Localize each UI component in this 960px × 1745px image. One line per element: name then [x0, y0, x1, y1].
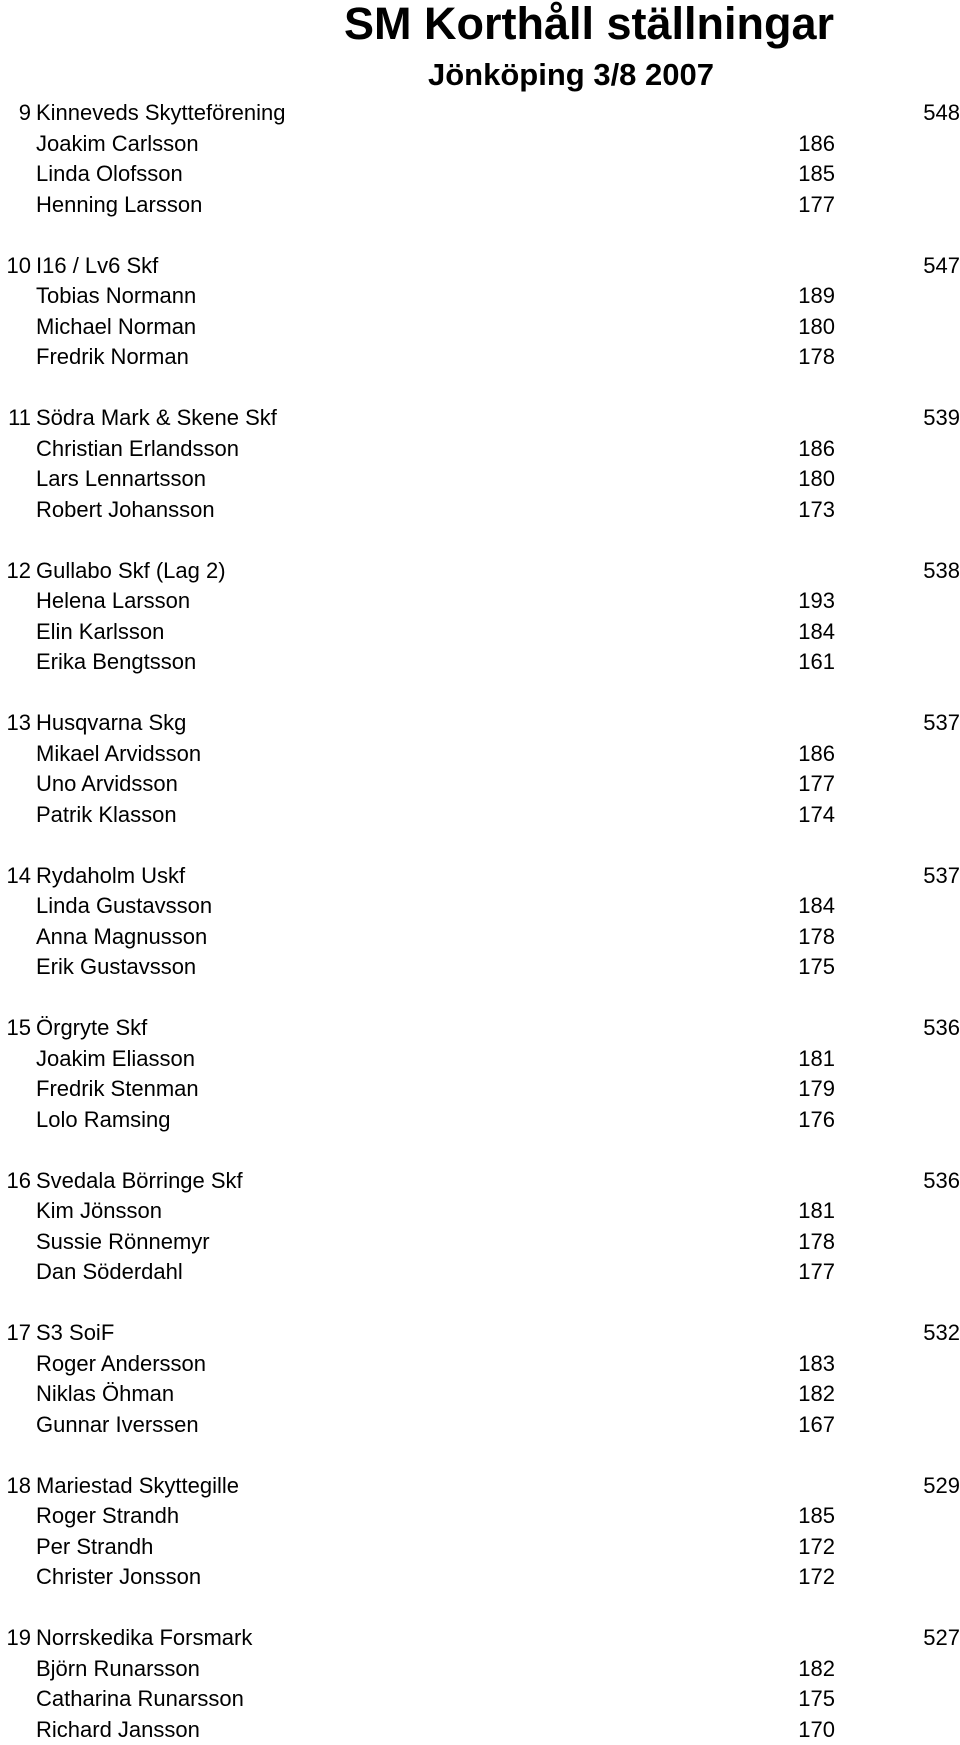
member-row	[0, 1227, 960, 1258]
member-row	[0, 1379, 960, 1410]
member-row	[0, 342, 960, 373]
member-name: Helena Larsson	[36, 586, 190, 617]
member-name: Linda Gustavsson	[36, 891, 212, 922]
member-name: Uno Arvidsson	[36, 769, 178, 800]
member-row	[0, 464, 960, 495]
member-score: 183	[798, 1349, 835, 1380]
page-title: SM Korthåll ställningar	[304, 0, 874, 50]
member-score: 161	[798, 647, 835, 678]
member-score: 177	[798, 1257, 835, 1288]
member-row	[0, 739, 960, 770]
member-score: 181	[798, 1196, 835, 1227]
member-row	[0, 922, 960, 953]
member-name: Lars Lennartsson	[36, 464, 206, 495]
member-name: Elin Karlsson	[36, 617, 164, 648]
team-rank: 15	[7, 1013, 31, 1044]
team-rank: 16	[7, 1166, 31, 1197]
member-row	[0, 586, 960, 617]
member-row	[0, 647, 960, 678]
team-rank: 18	[7, 1471, 31, 1502]
member-score: 174	[798, 800, 835, 831]
team-name: Södra Mark & Skene Skf	[36, 403, 277, 434]
team-row	[0, 1166, 960, 1197]
team-name: Kinneveds Skytteförening	[36, 98, 286, 129]
member-row	[0, 1654, 960, 1685]
member-score: 175	[798, 952, 835, 983]
member-row	[0, 1532, 960, 1563]
member-name: Erik Gustavsson	[36, 952, 196, 983]
member-score: 179	[798, 1074, 835, 1105]
member-score: 177	[798, 190, 835, 221]
member-name: Joakim Carlsson	[36, 129, 199, 160]
team-row	[0, 98, 960, 129]
team-total: 547	[923, 251, 960, 282]
member-score: 184	[798, 617, 835, 648]
team-name: Rydaholm Uskf	[36, 861, 185, 892]
member-row	[0, 1501, 960, 1532]
team-row	[0, 403, 960, 434]
team-row	[0, 1471, 960, 1502]
member-row	[0, 190, 960, 221]
member-score: 175	[798, 1684, 835, 1715]
team-rank: 13	[7, 708, 31, 739]
member-row	[0, 617, 960, 648]
team-total: 529	[923, 1471, 960, 1502]
member-name: Christian Erlandsson	[36, 434, 239, 465]
team-rank: 14	[7, 861, 31, 892]
member-name: Henning Larsson	[36, 190, 202, 221]
team-name: Husqvarna Skg	[36, 708, 186, 739]
member-name: Kim Jönsson	[36, 1196, 162, 1227]
member-name: Lolo Ramsing	[36, 1105, 171, 1136]
team-total: 537	[923, 861, 960, 892]
member-name: Fredrik Norman	[36, 342, 189, 373]
member-row	[0, 312, 960, 343]
team-total: 527	[923, 1623, 960, 1654]
member-name: Patrik Klasson	[36, 800, 177, 831]
member-row	[0, 1349, 960, 1380]
team-name: Svedala Börringe Skf	[36, 1166, 243, 1197]
team-row	[0, 861, 960, 892]
member-score: 167	[798, 1410, 835, 1441]
team-rank: 10	[7, 251, 31, 282]
member-score: 185	[798, 159, 835, 190]
spacer-row	[0, 678, 960, 709]
member-score: 186	[798, 739, 835, 770]
member-row	[0, 891, 960, 922]
spacer-row	[0, 983, 960, 1014]
member-row	[0, 1684, 960, 1715]
member-score: 186	[798, 434, 835, 465]
member-score: 182	[798, 1654, 835, 1685]
team-rank: 17	[7, 1318, 31, 1349]
member-name: Joakim Eliasson	[36, 1044, 195, 1075]
member-row	[0, 129, 960, 160]
spacer-row	[0, 1288, 960, 1319]
member-score: 180	[798, 312, 835, 343]
member-name: Richard Jansson	[36, 1715, 200, 1745]
member-score: 184	[798, 891, 835, 922]
member-row	[0, 1044, 960, 1075]
member-row	[0, 1257, 960, 1288]
standings-list	[0, 98, 960, 1745]
member-name: Niklas Öhman	[36, 1379, 174, 1410]
team-row	[0, 1013, 960, 1044]
member-name: Tobias Normann	[36, 281, 196, 312]
member-name: Erika Bengtsson	[36, 647, 196, 678]
member-row	[0, 281, 960, 312]
team-rank: 12	[7, 556, 31, 587]
team-row	[0, 251, 960, 282]
member-row	[0, 952, 960, 983]
member-score: 177	[798, 769, 835, 800]
member-name: Roger Andersson	[36, 1349, 206, 1380]
member-name: Mikael Arvidsson	[36, 739, 201, 770]
member-name: Per Strandh	[36, 1532, 153, 1563]
member-score: 178	[798, 1227, 835, 1258]
team-name: Norrskedika Forsmark	[36, 1623, 252, 1654]
member-row	[0, 1196, 960, 1227]
spacer-row	[0, 220, 960, 251]
team-total: 537	[923, 708, 960, 739]
spacer-row	[0, 1440, 960, 1471]
team-total: 548	[923, 98, 960, 129]
member-name: Robert Johansson	[36, 495, 215, 526]
team-total: 536	[923, 1166, 960, 1197]
member-score: 172	[798, 1532, 835, 1563]
member-name: Gunnar Iverssen	[36, 1410, 199, 1441]
member-row	[0, 434, 960, 465]
team-row	[0, 556, 960, 587]
team-total: 532	[923, 1318, 960, 1349]
team-total: 538	[923, 556, 960, 587]
member-name: Catharina Runarsson	[36, 1684, 244, 1715]
member-row	[0, 800, 960, 831]
member-name: Michael Norman	[36, 312, 196, 343]
member-row	[0, 1715, 960, 1745]
member-score: 176	[798, 1105, 835, 1136]
team-total: 536	[923, 1013, 960, 1044]
team-row	[0, 1318, 960, 1349]
member-score: 181	[798, 1044, 835, 1075]
member-row	[0, 1410, 960, 1441]
team-rank: 19	[7, 1623, 31, 1654]
member-score: 189	[798, 281, 835, 312]
member-name: Sussie Rönnemyr	[36, 1227, 210, 1258]
team-total: 539	[923, 403, 960, 434]
member-score: 186	[798, 129, 835, 160]
member-row	[0, 769, 960, 800]
team-name: I16 / Lv6 Skf	[36, 251, 158, 282]
page-subtitle: Jönköping 3/8 2007	[410, 56, 732, 94]
team-row	[0, 708, 960, 739]
spacer-row	[0, 1135, 960, 1166]
member-score: 172	[798, 1562, 835, 1593]
member-score: 193	[798, 586, 835, 617]
team-name: Gullabo Skf (Lag 2)	[36, 556, 226, 587]
team-name: Mariestad Skyttegille	[36, 1471, 239, 1502]
team-rank: 9	[19, 98, 31, 129]
member-row	[0, 1074, 960, 1105]
member-row	[0, 1562, 960, 1593]
member-score: 173	[798, 495, 835, 526]
spacer-row	[0, 830, 960, 861]
spacer-row	[0, 373, 960, 404]
member-name: Fredrik Stenman	[36, 1074, 199, 1105]
member-name: Anna Magnusson	[36, 922, 207, 953]
team-row	[0, 1623, 960, 1654]
member-name: Dan Söderdahl	[36, 1257, 183, 1288]
member-score: 182	[798, 1379, 835, 1410]
member-score: 170	[798, 1715, 835, 1745]
member-name: Christer Jonsson	[36, 1562, 201, 1593]
member-score: 180	[798, 464, 835, 495]
member-row	[0, 1105, 960, 1136]
member-score: 178	[798, 922, 835, 953]
member-score: 178	[798, 342, 835, 373]
member-name: Roger Strandh	[36, 1501, 179, 1532]
member-name: Björn Runarsson	[36, 1654, 200, 1685]
team-rank: 11	[8, 403, 31, 434]
member-score: 185	[798, 1501, 835, 1532]
spacer-row	[0, 525, 960, 556]
member-row	[0, 159, 960, 190]
spacer-row	[0, 1593, 960, 1624]
member-name: Linda Olofsson	[36, 159, 183, 190]
team-name: S3 SoiF	[36, 1318, 114, 1349]
member-row	[0, 495, 960, 526]
team-name: Örgryte Skf	[36, 1013, 147, 1044]
